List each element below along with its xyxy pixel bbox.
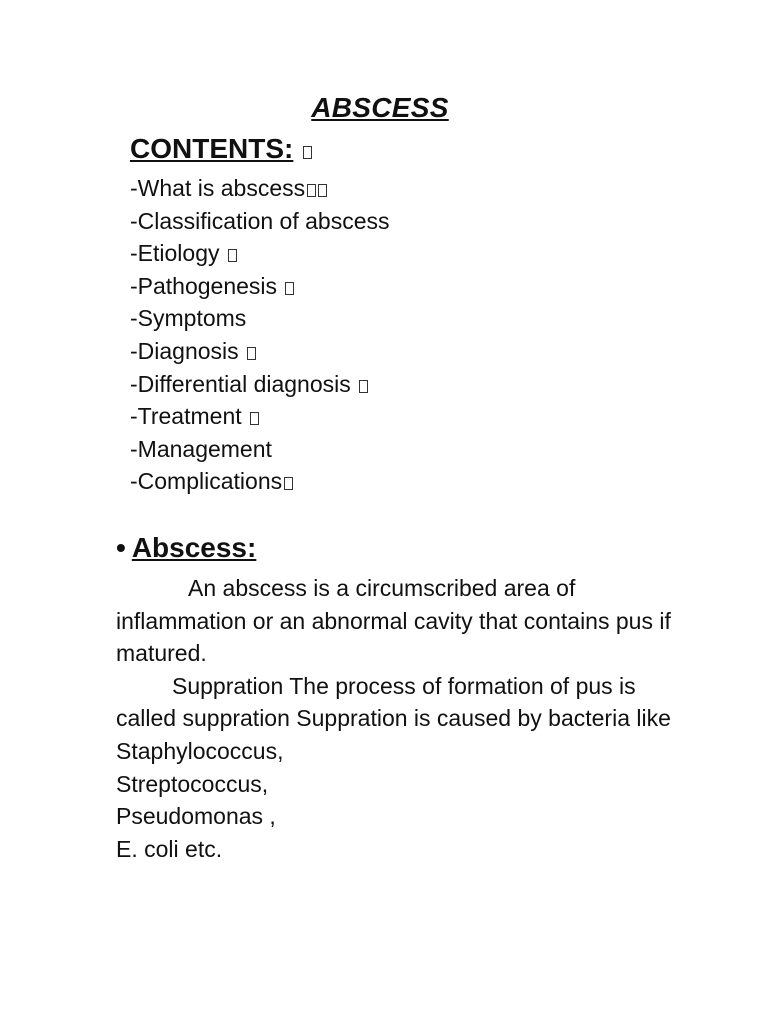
contents-heading-label: CONTENTS: [130, 133, 294, 164]
contents-item-label: -What is abscess [130, 175, 306, 201]
section-heading [116, 532, 256, 564]
document-title: ABSCESS [311, 92, 449, 123]
contents-item-label: -Etiology [130, 240, 226, 267]
contents-list [130, 172, 390, 498]
contents-item [130, 237, 390, 270]
section-heading-label: Abscess: [131, 532, 257, 563]
contents-item-label: -Management [130, 435, 272, 462]
contents-item [130, 400, 390, 433]
bullet: • [116, 532, 126, 563]
body-text [116, 572, 676, 865]
missing-glyph-icon [285, 282, 294, 295]
contents-item-label: -Classification of abscess [130, 207, 390, 234]
missing-glyph-icon [247, 347, 256, 360]
bacteria-line: E. coli etc. [116, 835, 223, 862]
missing-glyph-icon [303, 146, 312, 159]
contents-item [130, 302, 390, 335]
contents-heading [116, 133, 312, 165]
contents-item-label: -Differential diagnosis [130, 370, 358, 397]
missing-glyph-icon [250, 412, 259, 425]
contents-item [130, 465, 390, 498]
bacteria-line: Staphylococcus, [116, 737, 284, 764]
contents-item [130, 172, 390, 205]
contents-item-label: -Symptoms [130, 305, 247, 332]
contents-item-label: -Diagnosis [130, 337, 246, 364]
contents-item-label: -Treatment [130, 403, 249, 430]
missing-glyph-icon [228, 249, 237, 262]
contents-item-label: -Pathogenesis [130, 272, 284, 299]
missing-glyph-icon [307, 184, 316, 197]
contents-item [130, 270, 390, 303]
missing-glyph-icon [359, 380, 368, 393]
contents-item [130, 205, 390, 238]
contents-item [130, 433, 390, 466]
missing-glyph-icon [318, 184, 327, 197]
bacteria-line: Pseudomonas , [116, 803, 276, 830]
missing-glyph-icon [284, 477, 293, 490]
paragraph-definition: An abscess is a circumscribed area of inflammation or an abnormal cavity that contains pus if matured. [116, 575, 671, 667]
contents-item-label: -Complications [130, 468, 283, 495]
contents-item [130, 368, 390, 401]
contents-item [130, 335, 390, 368]
paragraph-suppration: Suppration The process of formation of pus is called suppration Suppration is caused by bacteria like [116, 672, 671, 732]
bacteria-line: Streptococcus, [116, 770, 269, 797]
